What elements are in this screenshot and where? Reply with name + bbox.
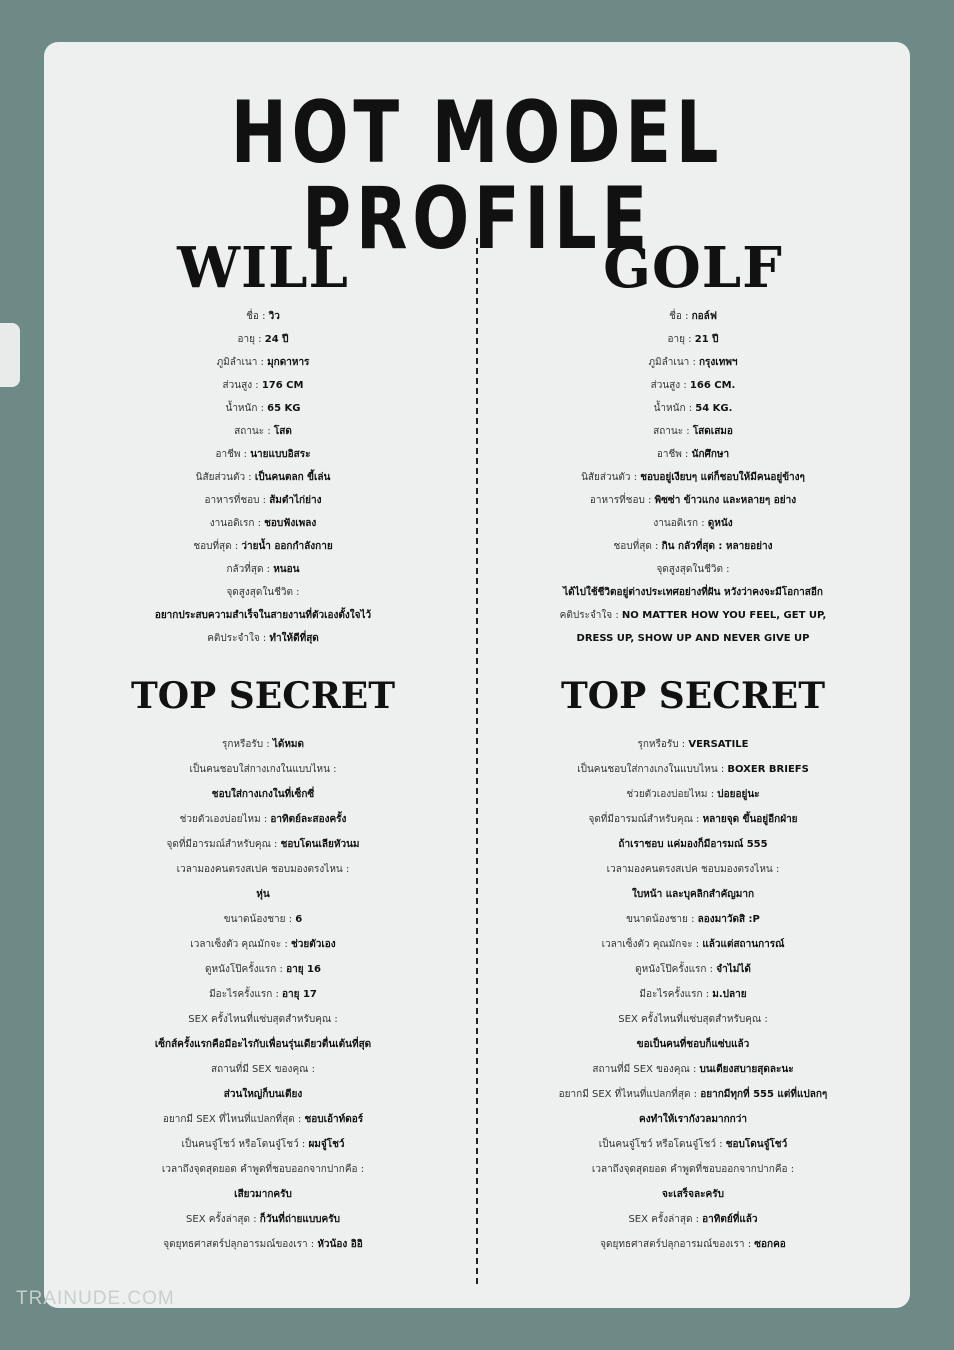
field-value: ชอบโดนจู๋โชว์ bbox=[725, 1139, 788, 1150]
field-value: อาทิตย์ละสองครั้ง bbox=[270, 814, 347, 825]
field-value: นายแบบอิสระ bbox=[250, 449, 311, 460]
info-line bbox=[48, 757, 478, 782]
info-line bbox=[478, 443, 908, 466]
field-label: SEX ครั้งล่าสุด : bbox=[186, 1214, 260, 1225]
info-line bbox=[48, 732, 478, 757]
field-value: จำไม่ได้ bbox=[716, 964, 751, 975]
field-label: อาชีพ : bbox=[656, 449, 692, 460]
info-line bbox=[478, 581, 908, 604]
field-value: ชอบใส่กางเกงในที่เซ็กซี่ bbox=[211, 789, 315, 800]
field-value: หนอน bbox=[273, 564, 300, 575]
field-value: หัวน้อง อิอิ bbox=[317, 1239, 363, 1250]
info-line bbox=[478, 1207, 908, 1232]
info-line bbox=[48, 907, 478, 932]
info-line bbox=[478, 466, 908, 489]
field-value: กิน กลัวที่สุด : หลายอย่าง bbox=[661, 541, 773, 552]
info-line bbox=[478, 305, 908, 328]
info-line bbox=[478, 1132, 908, 1157]
field-value: แล้วแต่สถานการณ์ bbox=[702, 939, 785, 950]
field-value: BOXER BRIEFS bbox=[727, 764, 809, 775]
info-line bbox=[48, 857, 478, 882]
field-label: เป็นคนจู๋โชว์ หรือโดนจู๋โชว์ : bbox=[181, 1139, 309, 1150]
field-label: SEX ครั้งล่าสุด : bbox=[628, 1214, 703, 1225]
field-label: ส่วนสูง : bbox=[222, 380, 262, 391]
info-line bbox=[48, 466, 478, 489]
field-value: ก็วันที่ถ่ายแบบครับ bbox=[259, 1214, 340, 1225]
info-line bbox=[478, 512, 908, 535]
field-label: เวลามองคนตรงสเปค ชอบมองตรงไหน : bbox=[176, 864, 350, 875]
field-value: จะเสร็จละครับ bbox=[662, 1189, 724, 1200]
field-label: ชื่อ : bbox=[246, 311, 269, 322]
model-name-right: GOLF bbox=[603, 235, 783, 301]
info-line bbox=[48, 604, 478, 627]
field-label: ส่วนสูง : bbox=[650, 380, 690, 391]
field-label: ขนาดน้องชาย : bbox=[626, 914, 698, 925]
info-line bbox=[478, 489, 908, 512]
field-value: 54 KG. bbox=[695, 403, 733, 414]
info-line bbox=[48, 397, 478, 420]
info-line bbox=[48, 1132, 478, 1157]
top-secret-title-left: TOP SECRET bbox=[131, 675, 395, 717]
field-value: เป็นคนตลก ขี้เล่น bbox=[254, 472, 331, 483]
info-line bbox=[478, 1157, 908, 1182]
profile-list-right bbox=[478, 305, 908, 650]
field-label: มีอะไรครั้งแรก : bbox=[639, 989, 713, 1000]
field-label: เวลามองคนตรงสเปค ชอบมองตรงไหน : bbox=[606, 864, 780, 875]
secret-list-right bbox=[478, 732, 908, 1257]
field-value: หลายจุด ขึ้นอยู่อีกฝ่าย bbox=[702, 814, 798, 825]
field-label: งานอดิเรก : bbox=[209, 518, 265, 529]
field-value: คงทำให้เรากังวลมากกว่า bbox=[639, 1114, 747, 1125]
field-value: 176 CM bbox=[261, 380, 304, 391]
info-line bbox=[478, 1232, 908, 1257]
info-line bbox=[48, 305, 478, 328]
info-line bbox=[48, 627, 478, 650]
info-line bbox=[48, 932, 478, 957]
field-label: อาหารที่ชอบ : bbox=[589, 495, 655, 506]
field-label: เวลาถึงจุดสุดยอด คำพูดที่ชอบออกจากปากคือ : bbox=[591, 1164, 795, 1175]
field-value: พิซซ่า ข้าวแกง และหลายๆ อย่าง bbox=[654, 495, 797, 506]
info-line bbox=[478, 732, 908, 757]
info-line bbox=[478, 807, 908, 832]
field-label: อาชีพ : bbox=[215, 449, 251, 460]
info-line bbox=[48, 1007, 478, 1032]
info-line bbox=[48, 328, 478, 351]
info-line bbox=[478, 627, 908, 650]
info-line bbox=[478, 982, 908, 1007]
info-line bbox=[478, 1107, 908, 1132]
info-line bbox=[478, 757, 908, 782]
info-line bbox=[48, 1207, 478, 1232]
info-line bbox=[478, 420, 908, 443]
field-label: อายุ : bbox=[237, 334, 265, 345]
field-label: สถานที่มี SEX ของคุณ : bbox=[592, 1064, 700, 1075]
field-value: อยากประสบความสำเร็จในสายงานที่ตัวเองตั้งใจไว้ bbox=[154, 610, 372, 621]
info-line bbox=[478, 1082, 908, 1107]
field-label: กลัวที่สุด : bbox=[226, 564, 274, 575]
info-line bbox=[478, 374, 908, 397]
field-label: จุดยุทธศาสตร์ปลุกอารมณ์ของเรา : bbox=[163, 1239, 318, 1250]
field-label: จุดที่มีอารมณ์สำหรับคุณ : bbox=[588, 814, 703, 825]
info-line bbox=[48, 957, 478, 982]
field-value: ทำให้ดีที่สุด bbox=[269, 633, 319, 644]
field-label: ภูมิลำเนา : bbox=[216, 357, 268, 368]
field-label: จุดยุทธศาสตร์ปลุกอารมณ์ของเรา : bbox=[600, 1239, 755, 1250]
field-label: สถานะ : bbox=[653, 426, 693, 437]
info-line bbox=[48, 882, 478, 907]
info-line bbox=[478, 1032, 908, 1057]
info-line bbox=[48, 1082, 478, 1107]
field-label: รุกหรือรับ : bbox=[637, 739, 689, 750]
info-line bbox=[48, 489, 478, 512]
info-line bbox=[48, 1057, 478, 1082]
field-value: ส้มตำไก่ย่าง bbox=[269, 495, 322, 506]
info-line bbox=[48, 1182, 478, 1207]
field-label: จุดสูงสุดในชีวิต : bbox=[226, 587, 300, 598]
field-value: ม.ปลาย bbox=[712, 989, 747, 1000]
field-label: อายุ : bbox=[667, 334, 695, 345]
info-line bbox=[48, 807, 478, 832]
field-value: ได้ไปใช้ชีวิตอยู่ต่างประเทศอย่างที่ฝัน หวังว่าคงจะมีโอกาสอีก bbox=[563, 587, 823, 598]
field-label: สถานที่มี SEX ของคุณ : bbox=[211, 1064, 315, 1075]
field-label: จุดที่มีอารมณ์สำหรับคุณ : bbox=[166, 839, 281, 850]
field-label: ขนาดน้องชาย : bbox=[223, 914, 296, 925]
field-label: น้ำหนัก : bbox=[225, 403, 268, 414]
info-line bbox=[478, 782, 908, 807]
info-line bbox=[48, 832, 478, 857]
secret-list-left bbox=[48, 732, 478, 1257]
info-line bbox=[478, 328, 908, 351]
field-value: โสด bbox=[273, 426, 292, 437]
field-label: คติประจำใจ : bbox=[559, 610, 622, 621]
info-line bbox=[48, 351, 478, 374]
field-value: 6 bbox=[295, 914, 303, 925]
field-label: อาหารที่ชอบ : bbox=[204, 495, 270, 506]
field-value: ซอกคอ bbox=[754, 1239, 786, 1250]
field-value: โสดเสมอ bbox=[692, 426, 733, 437]
info-line bbox=[48, 512, 478, 535]
field-label: จุดสูงสุดในชีวิต : bbox=[656, 564, 730, 575]
field-label: ชื่อ : bbox=[669, 311, 692, 322]
info-line bbox=[478, 957, 908, 982]
field-value: NO MATTER HOW YOU FEEL, GET UP, bbox=[621, 610, 827, 621]
field-value: ชอบโดนเลียหัวนม bbox=[280, 839, 360, 850]
info-line bbox=[48, 374, 478, 397]
field-label: เป็นคนชอบใส่กางเกงในแบบไหน : bbox=[577, 764, 728, 775]
field-value: อยากมีทุกที่ 555 แต่ที่แปลกๆ bbox=[700, 1089, 828, 1100]
field-label: ภูมิลำเนา : bbox=[648, 357, 699, 368]
field-label: คติประจำใจ : bbox=[207, 633, 270, 644]
field-value: ช่วยตัวเอง bbox=[291, 939, 336, 950]
field-value: มุกดาหาร bbox=[267, 357, 310, 368]
model-name-left: WILL bbox=[177, 235, 349, 301]
field-value: 21 ปี bbox=[694, 334, 719, 345]
info-line bbox=[48, 982, 478, 1007]
field-value: บนเตียงสบายสุดละนะ bbox=[699, 1064, 794, 1075]
field-value: นักศึกษา bbox=[691, 449, 730, 460]
field-value: กอล์ฟ bbox=[691, 311, 717, 322]
info-line bbox=[478, 604, 908, 627]
info-line bbox=[48, 1032, 478, 1057]
profile-list-left bbox=[48, 305, 478, 650]
field-value: วิว bbox=[268, 311, 280, 322]
field-value: หุ่น bbox=[256, 889, 270, 900]
field-label: ดูหนังโป๊ครั้งแรก : bbox=[635, 964, 717, 975]
field-label: ช่วยตัวเองบ่อยไหม : bbox=[626, 789, 718, 800]
field-label: งานอดิเรก : bbox=[653, 518, 708, 529]
field-value: 24 ปี bbox=[264, 334, 289, 345]
watermark: TRAINUDE.COM bbox=[16, 1288, 175, 1309]
top-secret-title-right: TOP SECRET bbox=[561, 675, 825, 717]
field-value: ขอเป็นคนที่ชอบก็แซ่บแล้ว bbox=[636, 1039, 750, 1050]
page-title: HOT MODEL PROFILE bbox=[230, 83, 724, 269]
info-line bbox=[48, 1107, 478, 1132]
info-line bbox=[478, 857, 908, 882]
info-line bbox=[478, 397, 908, 420]
field-label: นิสัยส่วนตัว : bbox=[581, 472, 641, 483]
info-line bbox=[48, 581, 478, 604]
field-value: อายุ 16 bbox=[286, 964, 321, 975]
field-value: ผมจู๋โชว์ bbox=[308, 1139, 345, 1150]
field-label: SEX ครั้งไหนที่แซ่บสุดสำหรับคุณ : bbox=[618, 1014, 768, 1025]
field-label: เป็นคนจู๋โชว์ หรือโดนจู๋โชว์ : bbox=[598, 1139, 726, 1150]
info-line bbox=[478, 351, 908, 374]
info-line bbox=[478, 882, 908, 907]
field-value: ว่ายน้ำ ออกกำลังกาย bbox=[241, 541, 333, 552]
field-label: SEX ครั้งไหนที่แซ่บสุดสำหรับคุณ : bbox=[188, 1014, 338, 1025]
side-tab bbox=[0, 323, 20, 387]
field-label: ชอบที่สุด : bbox=[193, 541, 242, 552]
field-value: กรุงเทพฯ bbox=[699, 357, 738, 368]
info-line bbox=[478, 1057, 908, 1082]
field-value: ดูหนัง bbox=[707, 518, 733, 529]
field-label: ดูหนังโป๊ครั้งแรก : bbox=[205, 964, 287, 975]
field-label: ชอบที่สุด : bbox=[613, 541, 662, 552]
field-value: ชอบอยู่เงียบๆ แต่ก็ชอบให้มีคนอยู่ข้างๆ bbox=[640, 472, 805, 483]
field-label: สถานะ : bbox=[234, 426, 274, 437]
field-label: รุกหรือรับ : bbox=[221, 739, 273, 750]
field-label: ช่วยตัวเองบ่อยไหม : bbox=[179, 814, 271, 825]
field-label: มีอะไรครั้งแรก : bbox=[209, 989, 283, 1000]
field-value: ใบหน้า และบุคลิกสำคัญมาก bbox=[631, 889, 755, 900]
field-value: ถ้าเราชอบ แค่มองก็มีอารมณ์ 555 bbox=[618, 839, 768, 850]
field-label: เป็นคนชอบใส่กางเกงในแบบไหน : bbox=[189, 764, 337, 775]
field-value: เซ็กส์ครั้งแรกคือมีอะไรกับเพื่อนรุ่นเดียวตื่นเต้นที่สุด bbox=[154, 1039, 372, 1050]
info-line bbox=[48, 443, 478, 466]
field-value: 166 CM. bbox=[689, 380, 736, 391]
field-label: เวลาถึงจุดสุดยอด คำพูดที่ชอบออกจากปากคือ : bbox=[161, 1164, 365, 1175]
field-value: เสียวมากครับ bbox=[234, 1189, 292, 1200]
info-line bbox=[478, 907, 908, 932]
info-line bbox=[48, 1232, 478, 1257]
field-value: อายุ 17 bbox=[282, 989, 317, 1000]
field-label: น้ำหนัก : bbox=[653, 403, 696, 414]
field-value: บ่อยอยู่นะ bbox=[717, 789, 760, 800]
field-value: ส่วนใหญ่ก็บนเตียง bbox=[223, 1089, 303, 1100]
field-value: ลองมาวัดสิ :P bbox=[697, 914, 760, 925]
field-value: ชอบฟังเพลง bbox=[264, 518, 317, 529]
field-label: นิสัยส่วนตัว : bbox=[195, 472, 255, 483]
field-value: ได้หมด bbox=[272, 739, 305, 750]
info-line bbox=[48, 558, 478, 581]
info-line bbox=[48, 420, 478, 443]
info-line bbox=[478, 558, 908, 581]
info-line bbox=[48, 535, 478, 558]
info-line bbox=[478, 1007, 908, 1032]
field-label: อยากมี SEX ที่ไหนที่แปลกที่สุด : bbox=[162, 1114, 305, 1125]
field-value: VERSATILE bbox=[688, 739, 749, 750]
field-value: ชอบเอ้าท์ดอร์ bbox=[304, 1114, 364, 1125]
field-value: อาทิตย์ที่แล้ว bbox=[702, 1214, 758, 1225]
info-line bbox=[478, 535, 908, 558]
field-label: เวลาเซ็งตัว คุณมักจะ : bbox=[601, 939, 703, 950]
info-line bbox=[478, 932, 908, 957]
info-line bbox=[478, 832, 908, 857]
info-line bbox=[478, 1182, 908, 1207]
field-value: DRESS UP, SHOW UP AND NEVER GIVE UP bbox=[576, 633, 810, 644]
field-label: อยากมี SEX ที่ไหนที่แปลกที่สุด : bbox=[558, 1089, 701, 1100]
field-label: เวลาเซ็งตัว คุณมักจะ : bbox=[190, 939, 292, 950]
field-value: 65 KG bbox=[267, 403, 301, 414]
info-line bbox=[48, 1157, 478, 1182]
info-line bbox=[48, 782, 478, 807]
